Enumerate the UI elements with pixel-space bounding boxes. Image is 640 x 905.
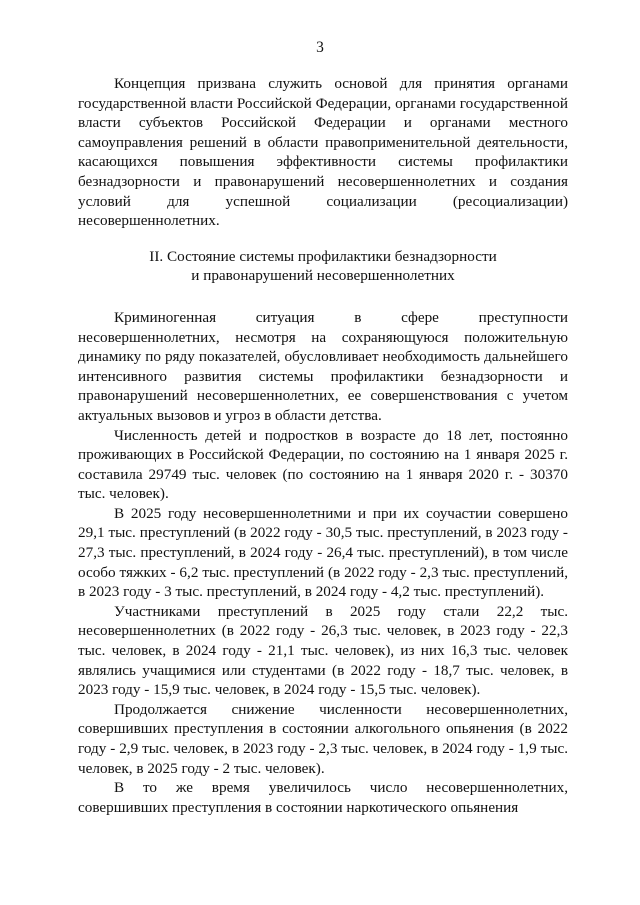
paragraph-population: Численность детей и подростков в возрасте до 18 лет, постоянно проживающих в Российской Федерации, по состоянию на 1 января 2025 г. составила 29749 тыс. человек (по состоянию на 1 января 2020 г. - 30370 тыс. человек). xyxy=(78,426,568,503)
paragraph-criminogenic-situation: Криминогенная ситуация в сфере преступности несовершеннолетних, несмотря на сохраняющуюся положительную динамику по ряду показателей, обусловливает необходимость дальнейшего интенсивного развития системы профилактики безнадзорности и правонарушений несовершеннолетних, ее совершенствования с учетом актуальных вызовов и угроз в области детства. xyxy=(78,308,568,424)
section-title xyxy=(78,247,568,286)
paragraph-alcohol-intoxication: Продолжается снижение численности несовершеннолетних, совершивших преступления в состоянии алкогольного опьянения (в 2022 году - 2,9 тыс. человек, в 2023 году - 2,3 тыс. человек, в 2024 году - 1,9 тыс. человек, в 2025 году - 2 тыс. человек). xyxy=(78,700,568,777)
paragraph-crimes-committed: В 2025 году несовершеннолетними и при их соучастии совершено 29,1 тыс. преступлений (в 2022 году - 30,5 тыс. преступлений, в 2023 году - 27,3 тыс. преступлений, в 2024 году - 26,4 тыс. преступлений), в том числе особо тяжких - 6,2 тыс. преступлений (в 2022 году - 2,3 тыс. преступлений, в 2023 году - 3 тыс. преступлений, в 2024 году - 4,2 тыс. преступлений). xyxy=(78,504,568,601)
intro-paragraph: Концепция призвана служить основой для принятия органами государственной власти Российской Федерации, органами государственной власти субъектов Российской Федерации и органами местного самоуправления решений в области правоприменительной деятельности, касающихся повышения эффективности системы профилактики безнадзорности и правонарушений несовершеннолетних и создания условий для успешной социализации (ресоциализации) несовершеннолетних. xyxy=(78,75,568,230)
section-title-line-2: и правонарушений несовершеннолетних xyxy=(191,267,455,285)
paragraph-drug-intoxication: В то же время увеличилось число несовершеннолетних, совершивших преступления в состоянии наркотического опьянения xyxy=(78,779,568,816)
paragraph-crime-participants: Участниками преступлений в 2025 году стали 22,2 тыс. несовершеннолетних (в 2022 году - 26,3 тыс. человек, в 2023 году - 22,3 тыс. человек, в 2024 году - 21,1 тыс. человек), из них 16,3 тыс. человек являлись учащимися или студентами (в 2022 году - 18,7 тыс. человек, в 2023 году - 15,9 тыс. человек, в 2024 году - 15,5 тыс. человек). xyxy=(78,602,568,699)
section-title-line-1: II. Состояние системы профилактики безнадзорности xyxy=(149,247,497,265)
document-body xyxy=(78,74,568,817)
page-number: 3 xyxy=(316,39,324,56)
